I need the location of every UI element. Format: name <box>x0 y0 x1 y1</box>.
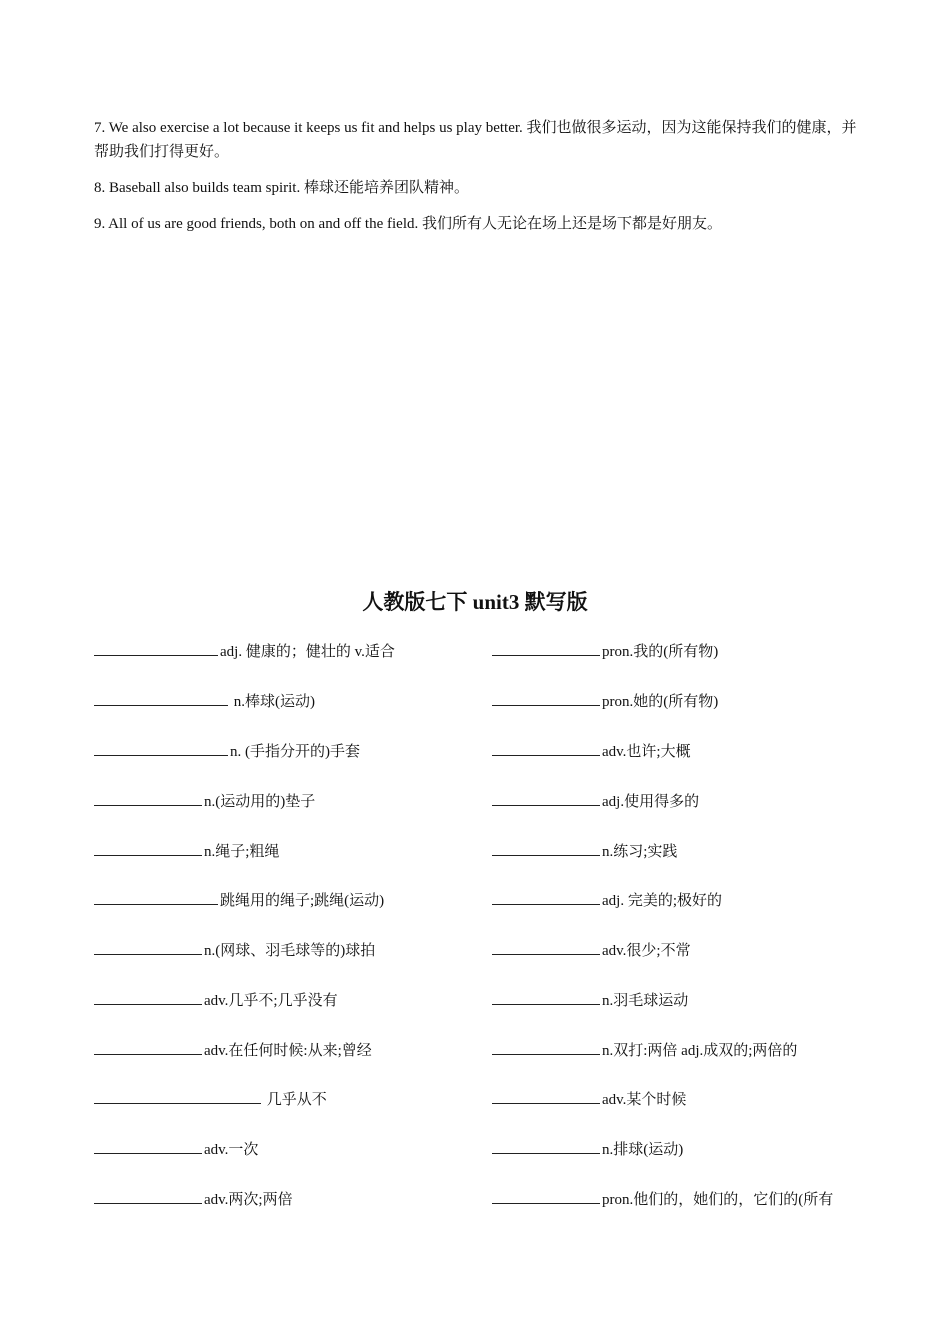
vocab-definition: n.双打:两倍 adj.成双的;两倍的 <box>602 1043 798 1059</box>
vocab-row <box>0 937 950 963</box>
vocab-definition: adv.某个时候 <box>602 1092 687 1108</box>
vocab-definition: n.羽毛球运动 <box>602 993 689 1009</box>
vocab-item <box>492 937 691 964</box>
vocab-row <box>0 688 950 714</box>
sentence-9: 9. All of us are good friends, both on and off the field. 我们所有人无论在场上还是场下都是好朋友。 <box>94 216 722 232</box>
vocab-row <box>0 1086 950 1112</box>
vocab-definition: pron.她的(所有物) <box>602 694 719 710</box>
sentence-7: 7. We also exercise a lot because it keeps us fit and helps us play better. 我们也做很多运动，因为这能保持我们的健康，并帮助我们打得更好。 <box>94 120 857 160</box>
answer-blank[interactable] <box>492 1186 600 1204</box>
vocab-item <box>94 1186 293 1213</box>
vocab-item <box>492 1136 683 1163</box>
answer-blank[interactable] <box>492 638 600 656</box>
answer-blank[interactable] <box>94 838 202 856</box>
vocab-definition: n.绳子;粗绳 <box>204 844 280 860</box>
answer-blank[interactable] <box>492 937 600 955</box>
vocab-item <box>94 887 384 914</box>
vocab-definition: pron.他们的，她们的，它们的(所有 <box>602 1192 834 1208</box>
vocab-definition: n. (手指分开的)手套 <box>230 744 360 760</box>
vocab-row <box>0 838 950 864</box>
vocab-definition: adv.很少;不常 <box>602 943 691 959</box>
vocab-item <box>492 1186 833 1213</box>
answer-blank[interactable] <box>94 987 202 1005</box>
vocab-definition: n.(网球、羽毛球等的)球拍 <box>204 943 376 959</box>
answer-blank[interactable] <box>492 838 600 856</box>
vocab-row <box>0 1186 950 1212</box>
vocab-item <box>94 1086 327 1113</box>
vocab-row <box>0 788 950 814</box>
answer-blank[interactable] <box>492 1037 600 1055</box>
answer-blank[interactable] <box>492 788 600 806</box>
vocab-item <box>94 688 315 715</box>
answer-blank[interactable] <box>94 738 228 756</box>
answer-blank[interactable] <box>492 1136 600 1154</box>
vocab-item <box>492 738 691 765</box>
vocab-item <box>492 788 699 815</box>
vocab-row <box>0 1037 950 1063</box>
vocab-definition: n.棒球(运动) <box>230 694 315 710</box>
vocab-definition: adj. 健康的；健壮的 v.适合 <box>220 644 395 660</box>
vocab-item <box>492 987 688 1014</box>
answer-blank[interactable] <box>94 1037 202 1055</box>
vocab-item <box>94 987 338 1014</box>
page-title: 人教版七下 unit3 默写版 <box>362 590 588 614</box>
vocab-definition: n.(运动用的)垫子 <box>204 794 316 810</box>
vocab-definition: pron.我的(所有物) <box>602 644 719 660</box>
vocab-item <box>492 1037 797 1064</box>
vocab-item <box>492 638 718 665</box>
vocab-definition: n.练习;实践 <box>602 844 678 860</box>
answer-blank[interactable] <box>94 1136 202 1154</box>
answer-blank[interactable] <box>492 738 600 756</box>
vocab-row <box>0 887 950 913</box>
vocab-definition: 几乎从不 <box>263 1092 327 1108</box>
answer-blank[interactable] <box>94 788 202 806</box>
sentence-8: 8. Baseball also builds team spirit. 棒球还能培养团队精神。 <box>94 180 469 196</box>
vocab-definition: adv.几乎不;几乎没有 <box>204 993 338 1009</box>
vocab-item <box>492 1086 686 1113</box>
vocab-row <box>0 1136 950 1162</box>
vocab-definition: 跳绳用的绳子;跳绳(运动) <box>220 893 385 909</box>
vocab-definition: adv.一次 <box>204 1142 259 1158</box>
vocab-item <box>94 1037 372 1064</box>
vocab-definition: n.排球(运动) <box>602 1142 684 1158</box>
vocab-definition: adv.在任何时候:从来;曾经 <box>204 1043 372 1059</box>
vocab-definition: adj. 完美的;极好的 <box>602 893 722 909</box>
answer-blank[interactable] <box>94 638 218 656</box>
answer-blank[interactable] <box>94 1086 261 1104</box>
vocab-item <box>94 838 279 865</box>
answer-blank[interactable] <box>94 688 228 706</box>
vocab-row <box>0 638 950 664</box>
answer-blank[interactable] <box>94 937 202 955</box>
sentence-list <box>94 116 864 248</box>
vocab-row <box>0 987 950 1013</box>
vocab-definition: adv.两次;两倍 <box>204 1192 293 1208</box>
answer-blank[interactable] <box>492 887 600 905</box>
answer-blank[interactable] <box>492 688 600 706</box>
vocab-item <box>94 738 360 765</box>
answer-blank[interactable] <box>492 987 600 1005</box>
answer-blank[interactable] <box>94 1186 202 1204</box>
answer-blank[interactable] <box>94 887 218 905</box>
vocab-item <box>492 838 677 865</box>
vocab-item <box>94 788 315 815</box>
vocab-row <box>0 738 950 764</box>
vocab-item <box>94 937 375 964</box>
vocab-definition: adv.也许;大概 <box>602 744 691 760</box>
answer-blank[interactable] <box>492 1086 600 1104</box>
vocab-definition: adj.使用得多的 <box>602 794 700 810</box>
vocab-item <box>492 887 722 914</box>
vocab-item <box>94 1136 258 1163</box>
vocab-item <box>94 638 395 665</box>
vocab-item <box>492 688 718 715</box>
